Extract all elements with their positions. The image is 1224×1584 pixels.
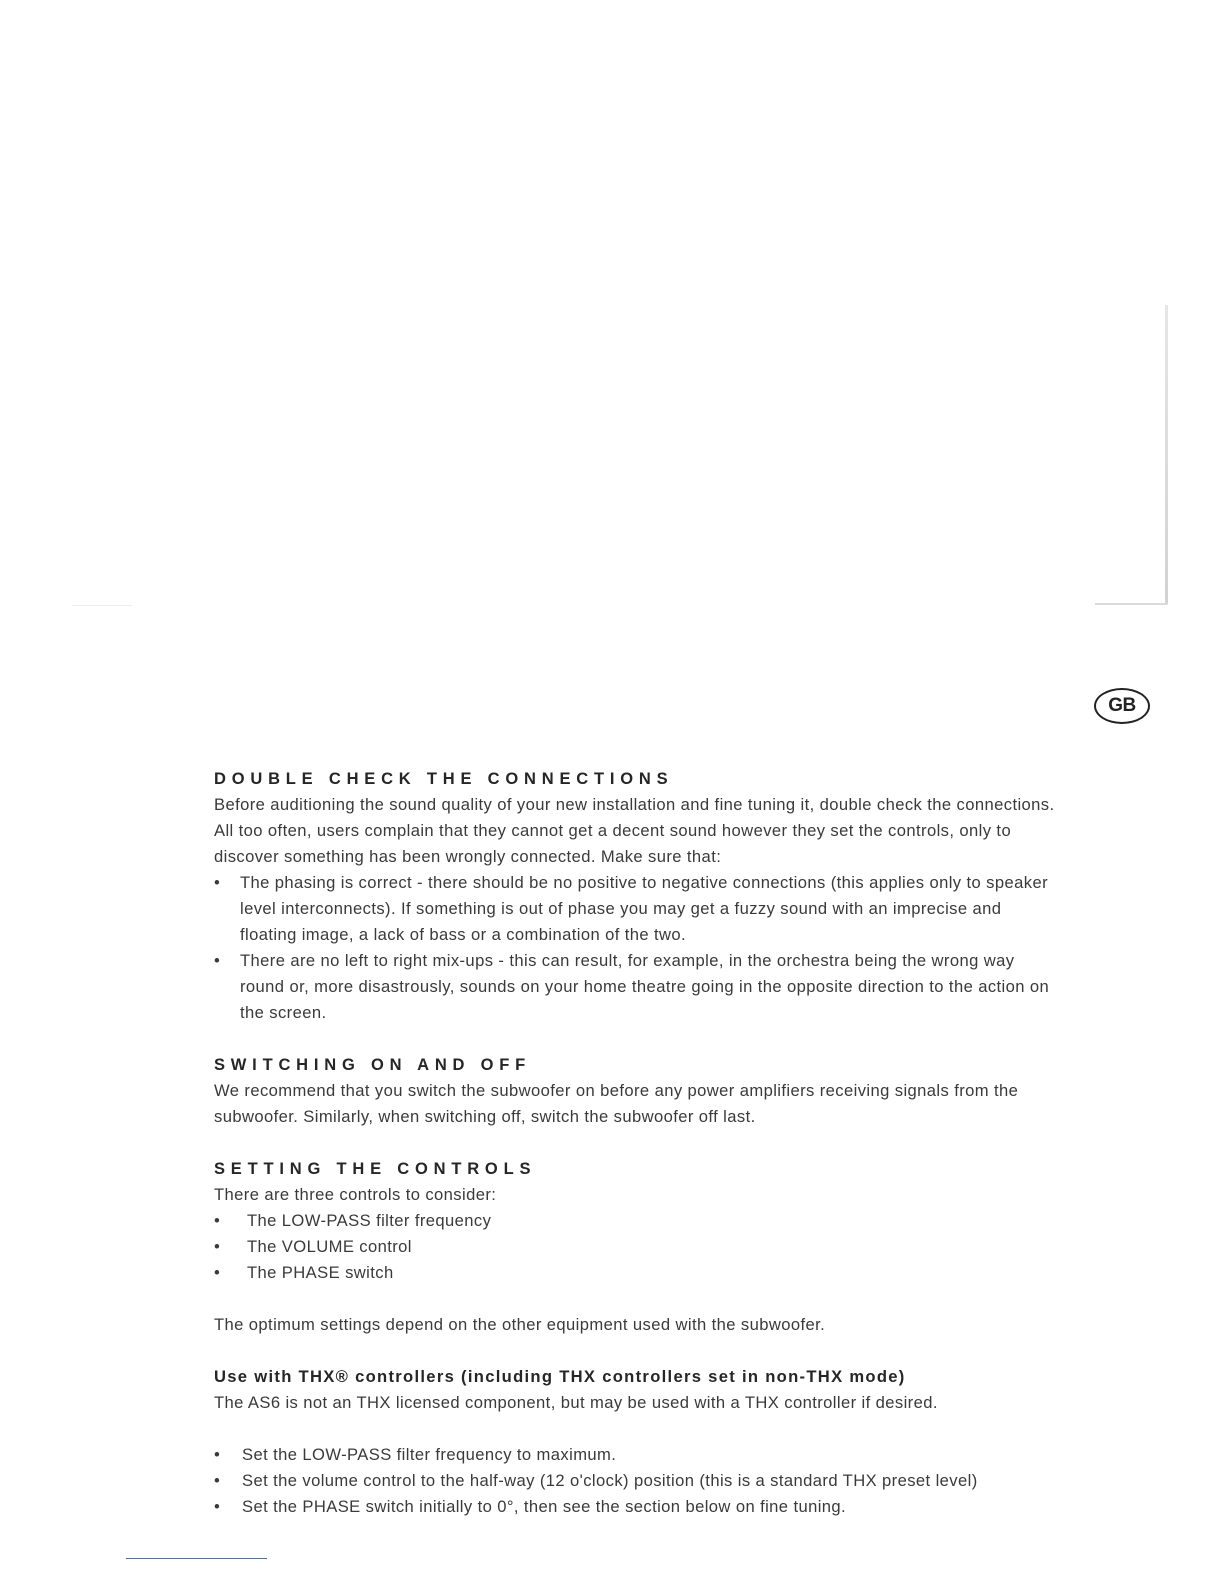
bullet-icon: • [214,1263,221,1282]
manual-content [214,766,1059,1520]
bullet-icon: • [214,1497,221,1516]
list-item: • Set the LOW-PASS filter frequency to maximum. [214,1442,1059,1468]
bullet-icon: • [214,1211,221,1230]
list-item: • The phasing is correct - there should be no positive to negative connections (this applies only to speaker level interconnects). If something is out of phase you may get a fuzzy sound with an imprecise and floating image, a lack of bass or a combination of the two. [214,870,1059,948]
list-item: • The PHASE switch [214,1260,1059,1286]
controls-intro: There are three controls to consider: [214,1185,497,1204]
section-title-switching: SWITCHING ON AND OFF [214,1056,532,1074]
switching-text: We recommend that you switch the subwoofer on before any power amplifiers receiving signals from the subwoofer. Similarly, when switching off, switch the subwoofer off last. [214,1081,1019,1126]
section-title-controls: SETTING THE CONTROLS [214,1160,537,1178]
thx-list [214,1442,1059,1520]
bullet-icon: • [214,873,221,892]
list-item: • Set the volume control to the half-way (12 o'clock) position (this is a standard THX preset level) [214,1468,1059,1494]
list-item: • The LOW-PASS filter frequency [214,1208,1059,1234]
scan-edge-horizontal [1095,603,1168,605]
double-check-list [214,870,1059,1026]
thx-intro: The AS6 is not an THX licensed component, but may be used with a THX controller if desired. [214,1393,938,1412]
list-item: • The VOLUME control [214,1234,1059,1260]
bullet-icon: • [214,1471,221,1490]
scan-edge-left [72,605,132,606]
list-item: • There are no left to right mix-ups - this can result, for example, in the orchestra being the wrong way round or, more disastrously, sounds on your home theatre going in the opposite direction to the action on the screen. [214,948,1059,1026]
bullet-icon: • [214,1237,221,1256]
scan-edge-vertical [1165,305,1168,605]
section-title-double-check: DOUBLE CHECK THE CONNECTIONS [214,770,674,788]
controls-list [214,1208,1059,1286]
double-check-intro: Before auditioning the sound quality of your new installation and fine tuning it, double check the connections. All too often, users complain that they cannot get a decent sound however they set the controls, only to discover something has been wrongly connected. Make sure that: [214,795,1055,866]
controls-note: The optimum settings depend on the other equipment used with the subwoofer. [214,1315,826,1334]
footnote-rule [126,1558,267,1559]
section-title-thx: Use with THX® controllers (including THX controllers set in non-THX mode) [214,1367,906,1386]
bullet-icon: • [214,1445,221,1464]
language-badge: GB [1094,688,1150,724]
list-item: • Set the PHASE switch initially to 0°, then see the section below on fine tuning. [214,1494,1059,1520]
bullet-icon: • [214,951,221,970]
